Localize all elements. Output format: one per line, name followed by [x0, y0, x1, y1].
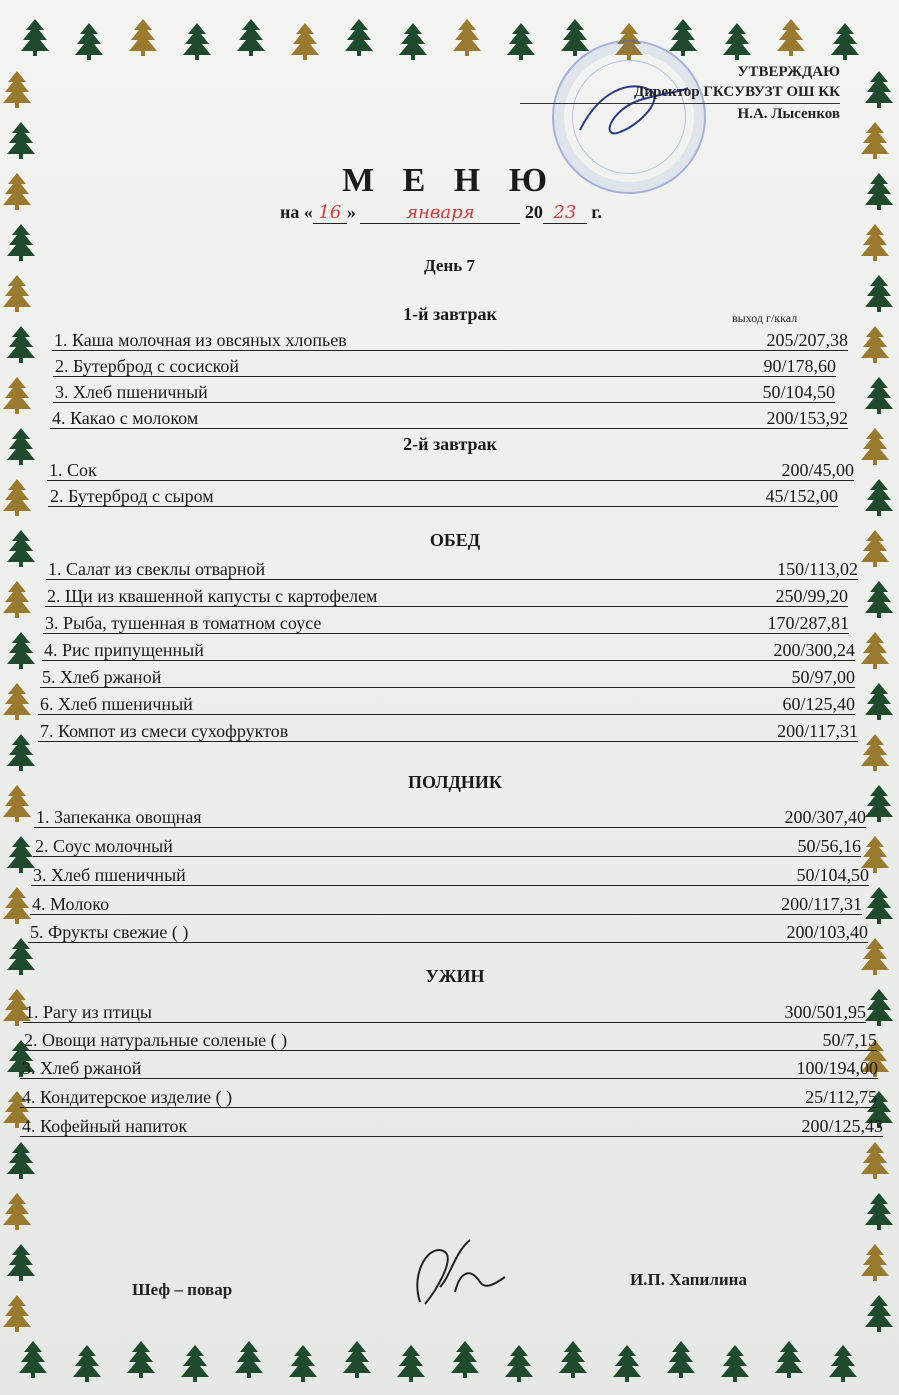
tree-icon: [864, 70, 894, 108]
dish-yield-kcal: 200/103,40: [786, 922, 868, 942]
dish-yield-kcal: 250/99,20: [775, 586, 848, 606]
dish-yield-kcal: 50/56,16: [797, 836, 861, 856]
dish-yield-kcal: 150/113,02: [777, 559, 858, 579]
meal-title: ПОЛДНИК: [408, 772, 502, 792]
tree-icon: [180, 1344, 210, 1382]
tree-icon: [504, 1344, 534, 1382]
menu-date: [280, 202, 602, 224]
tree-icon: [864, 682, 894, 720]
tree-icon: [860, 733, 890, 771]
dish-name: 3. Хлеб пшеничный: [55, 382, 208, 402]
dish-name: 2. Бутерброд с сосиской: [55, 356, 240, 376]
tree-icon: [860, 631, 890, 669]
dish-yield-kcal: 200/125,43: [801, 1116, 883, 1136]
menu-row: [38, 690, 855, 715]
menu-row: [43, 609, 849, 634]
dish-name: 3. Хлеб ржаной: [22, 1058, 142, 1078]
menu-row: [33, 832, 861, 857]
tree-icon: [864, 784, 894, 822]
approval-name: Н.А. Лысенков: [737, 106, 840, 122]
tree-icon: [6, 1141, 36, 1179]
tree-icon: [396, 1344, 426, 1382]
dish-yield-kcal: 200/45,00: [781, 460, 854, 480]
dish-name: 4. Кондитерское изделие ( ): [22, 1087, 233, 1107]
tree-icon: [864, 274, 894, 312]
dish-name: 2. Бутерброд с сыром: [50, 486, 214, 506]
tree-icon: [2, 682, 32, 720]
date-day: 16: [313, 202, 347, 224]
tree-icon: [560, 18, 590, 56]
dish-name: 2. Соус молочный: [35, 836, 173, 856]
meal-title: 2-й завтрак: [403, 434, 497, 454]
menu-row: [22, 1026, 877, 1051]
dish-name: 7. Компот из смеси сухофруктов: [40, 721, 289, 741]
menu-row: [45, 582, 848, 607]
tree-icon: [864, 1294, 894, 1332]
menu-row: [47, 456, 854, 481]
tree-icon: [128, 18, 158, 56]
dish-yield-kcal: 90/178,60: [763, 356, 836, 376]
tree-icon: [6, 529, 36, 567]
tree-icon: [74, 22, 104, 60]
date-year-prefix: 20: [524, 202, 543, 222]
tree-icon: [342, 1340, 372, 1378]
tree-icon: [864, 886, 894, 924]
tree-icon: [828, 1344, 858, 1382]
tree-icon: [860, 121, 890, 159]
menu-row: [31, 861, 869, 886]
dish-yield-kcal: 200/117,31: [777, 721, 858, 741]
dish-yield-kcal: 50/97,00: [791, 667, 855, 687]
dish-yield-kcal: 25/112,75: [805, 1087, 877, 1107]
dish-yield-kcal: 200/300,24: [773, 640, 855, 660]
dish-yield-kcal: 50/7,15: [822, 1030, 877, 1050]
dish-name: 5. Хлеб ржаной: [42, 667, 162, 687]
dish-name: 2. Овощи натуральные соленые ( ): [24, 1030, 288, 1050]
dish-yield-kcal: 200/117,31: [781, 894, 862, 914]
tree-icon: [506, 22, 536, 60]
tree-icon: [6, 733, 36, 771]
menu-row: [50, 404, 848, 429]
tree-icon: [398, 22, 428, 60]
menu-row: [53, 378, 835, 403]
menu-row: [20, 1083, 877, 1108]
dish-name: 1. Сок: [49, 460, 97, 480]
approval-title: УТВЕРЖДАЮ: [737, 64, 840, 80]
dish-yield-kcal: 205/207,38: [766, 330, 848, 350]
dish-yield-kcal: 100/194,00: [796, 1058, 878, 1078]
dish-name: 2. Щи из квашенной капусты с картофелем: [47, 586, 378, 606]
tree-icon: [452, 18, 482, 56]
menu-row: [20, 1112, 883, 1137]
dish-name: 4. Молоко: [32, 894, 110, 914]
menu-row: [48, 482, 838, 507]
dish-name: 3. Рыба, тушенная в томатном соусе: [45, 613, 322, 633]
tree-icon: [666, 1340, 696, 1378]
tree-icon: [864, 988, 894, 1026]
menu-row: [20, 1054, 878, 1079]
menu-row: [23, 998, 866, 1023]
dish-name: 1. Рагу из птицы: [25, 1002, 152, 1022]
day-label: День 7: [424, 256, 475, 275]
tree-icon: [18, 1340, 48, 1378]
tree-icon: [236, 18, 266, 56]
dish-yield-kcal: 60/125,40: [782, 694, 855, 714]
page-title: М Е Н Ю: [342, 162, 557, 199]
unit-label: выход г/ккал: [732, 311, 798, 325]
dish-yield-kcal: 170/287,81: [767, 613, 849, 633]
tree-icon: [290, 22, 320, 60]
menu-row: [40, 663, 855, 688]
dish-yield-kcal: 200/307,40: [784, 807, 866, 827]
dish-name: 4. Какао с молоком: [52, 408, 199, 428]
dish-name: 3. Хлеб пшеничный: [33, 865, 186, 885]
meal-title: 1-й завтрак: [403, 304, 497, 324]
menu-row: [42, 636, 855, 661]
date-year-suffix: 23: [543, 202, 587, 224]
dish-name: 1. Каша молочная из овсяных хлопьев: [54, 330, 347, 350]
menu-row: [53, 352, 836, 377]
meal-title: ОБЕД: [429, 530, 481, 550]
tree-icon: [2, 1192, 32, 1230]
dish-name: 1. Салат из свеклы отварной: [48, 559, 266, 579]
tree-icon: [860, 529, 890, 567]
tree-icon: [612, 1344, 642, 1382]
tree-icon: [344, 18, 374, 56]
approval-position: Директор ГКСУВУЗТ ОШ КК: [520, 82, 840, 104]
menu-row: [46, 555, 858, 580]
tree-icon: [288, 1344, 318, 1382]
tree-icon: [2, 580, 32, 618]
menu-row: [28, 918, 868, 943]
tree-icon: [668, 18, 698, 56]
menu-row: [30, 890, 862, 915]
tree-icon: [774, 1340, 804, 1378]
menu-row: [38, 717, 858, 742]
tree-icon: [864, 580, 894, 618]
tree-icon: [6, 325, 36, 363]
dish-yield-kcal: 50/104,50: [762, 382, 835, 402]
tree-icon: [234, 1340, 264, 1378]
dish-name: 5. Фрукты свежие ( ): [30, 922, 189, 942]
tree-icon: [860, 325, 890, 363]
tree-icon: [558, 1340, 588, 1378]
tree-icon: [6, 631, 36, 669]
date-mid: »: [346, 202, 356, 222]
tree-icon: [2, 274, 32, 312]
date-suffix: г.: [591, 202, 603, 222]
dish-yield-kcal: 50/104,50: [796, 865, 869, 885]
dish-name: 1. Запеканка овощная: [36, 807, 202, 827]
menu-row: [34, 803, 866, 828]
tree-icon: [6, 427, 36, 465]
chef-role: Шеф – повар: [132, 1280, 233, 1299]
meal-title: УЖИН: [425, 966, 485, 986]
tree-icon: [860, 1243, 890, 1281]
tree-icon: [2, 376, 32, 414]
tree-icon: [6, 121, 36, 159]
date-month: января: [360, 202, 520, 224]
tree-icon: [722, 22, 752, 60]
dish-name: 6. Хлеб пшеничный: [40, 694, 193, 714]
approval-block: [520, 62, 840, 124]
tree-icon: [864, 376, 894, 414]
dish-yield-kcal: 200/153,92: [766, 408, 848, 428]
tree-icon: [860, 427, 890, 465]
tree-icon: [72, 1344, 102, 1382]
menu-row: [52, 326, 848, 351]
tree-icon: [2, 70, 32, 108]
date-prefix: на «: [280, 202, 313, 222]
tree-icon: [126, 1340, 156, 1378]
dish-yield-kcal: 45/152,00: [765, 486, 838, 506]
chef-name: И.П. Хапилина: [630, 1270, 747, 1289]
tree-icon: [864, 478, 894, 516]
tree-icon: [864, 1192, 894, 1230]
tree-icon: [830, 22, 860, 60]
tree-icon: [860, 1141, 890, 1179]
tree-icon: [182, 22, 212, 60]
chef-signature: [400, 1232, 510, 1322]
tree-icon: [2, 478, 32, 516]
tree-icon: [2, 1294, 32, 1332]
tree-icon: [6, 1243, 36, 1281]
dish-yield-kcal: 300/501,95: [784, 1002, 866, 1022]
tree-icon: [450, 1340, 480, 1378]
tree-icon: [720, 1344, 750, 1382]
dish-name: 4. Рис припущенный: [44, 640, 204, 660]
dish-name: 4. Кофейный напиток: [22, 1116, 188, 1136]
tree-icon: [20, 18, 50, 56]
tree-icon: [776, 18, 806, 56]
tree-icon: [2, 784, 32, 822]
